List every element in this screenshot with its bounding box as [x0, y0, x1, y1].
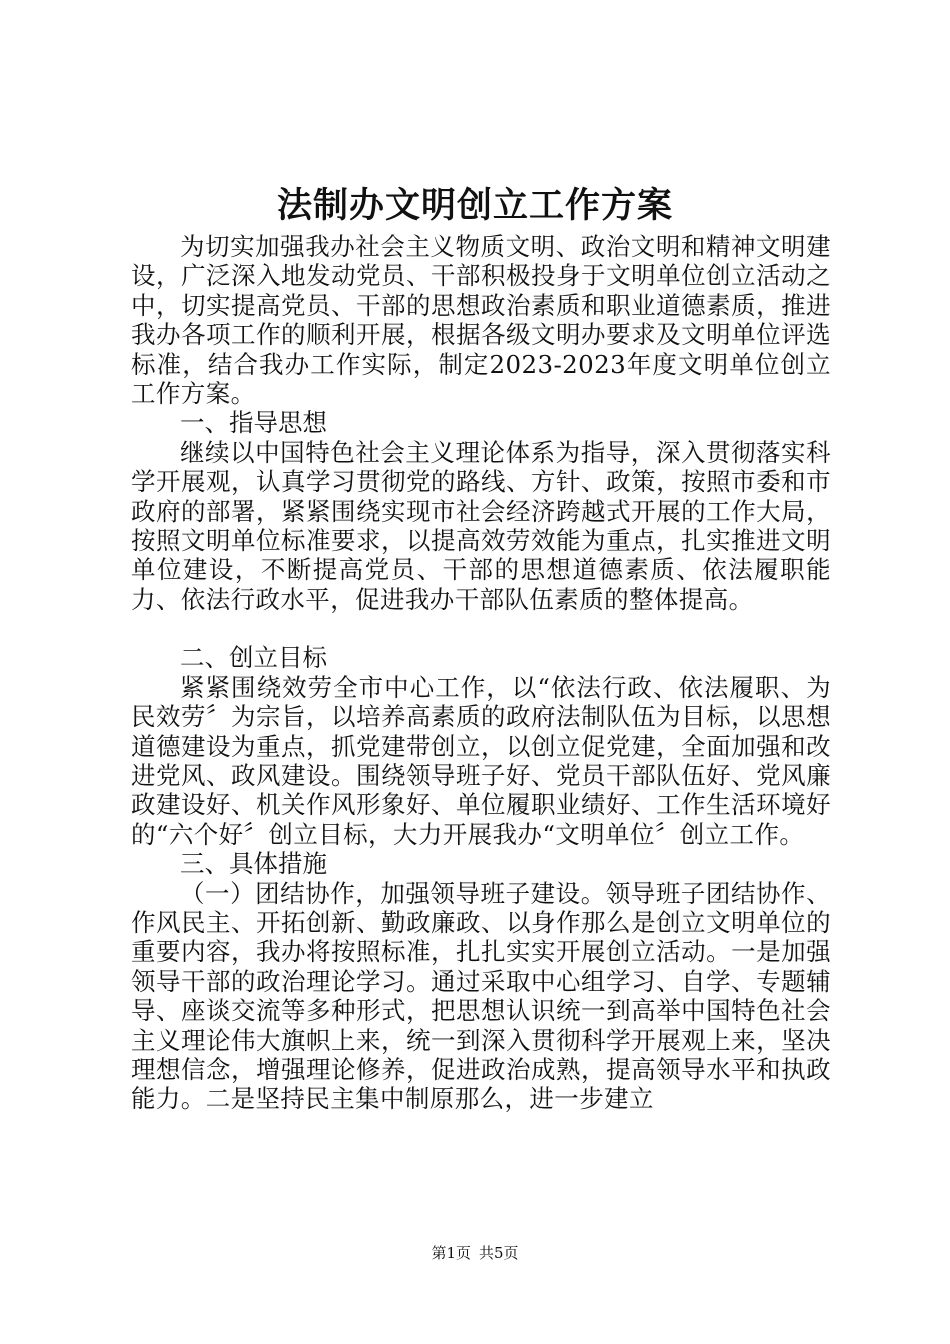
document-title: 法制办文明创立工作方案	[276, 185, 673, 226]
section-body-measures: （一）团结协作，加强领导班子建设。领导班子团结协作、作风民主、开拓创新、勤政廉政、以身作那么是创立文明单位的重要内容，我办将按照标准，扎扎实实开展创立活动。一是加强领导干部的政治理论学习。通过采取中心组学习、自学、专题辅导、座谈交流等多种形式，把思想认识统一到高举中国特色社会主义理论伟大旗帜上来，统一到深入贯彻科学开展观上来，坚决理想信念，增强理论修养，促进政治成熟，提高领导水平和执政能力。二是坚持民主集中制原那么，进一步建立	[131, 878, 831, 1114]
paragraph-gap	[131, 614, 831, 643]
page-number: 第1页	[431, 1244, 471, 1262]
page-total: 共5页	[479, 1244, 519, 1262]
section-heading-guiding-ideology: 一、指导思想	[180, 408, 327, 438]
page-footer	[0, 1243, 950, 1263]
section-heading-measures: 三、具体措施	[180, 849, 327, 879]
section-heading-goals: 二、创立目标	[180, 643, 327, 673]
section-body-guiding-ideology: 继续以中国特色社会主义理论体系为指导，深入贯彻落实科学开展观，认真学习贯彻党的路线、方针、政策，按照市委和市政府的部署，紧紧围绕实现市社会经济跨越式开展的工作大局，按照文明单位标准要求，以提高效劳效能为重点，扎实推进文明单位建设，不断提高党员、干部的思想道德素质、依法履职能力、依法行政水平，促进我办干部队伍素质的整体提高。	[131, 437, 831, 614]
section-body-goals: 紧紧围绕效劳全市中心工作，以“依法行政、依法履职、为民效劳〞为宗旨，以培养高素质的政府法制队伍为目标，以思想道德建设为重点，抓党建带创立，以创立促党建，全面加强和改进党风、政风建设。围绕领导班子好、党员干部队伍好、党风廉政建设好、机关作风形象好、单位履职业绩好、工作生活环境好的“六个好〞创立目标，大力开展我办“文明单位〞创立工作。	[131, 672, 831, 849]
document-body	[131, 232, 831, 1114]
intro-paragraph: 为切实加强我办社会主义物质文明、政治文明和精神文明建设，广泛深入地发动党员、干部积极投身于文明单位创立活动之中，切实提高党员、干部的思想政治素质和职业道德素质，推进我办各项工作的顺利开展，根据各级文明办要求及文明单位评选标准，结合我办工作实际，制定2023-2023年度文明单位创立工作方案。	[131, 232, 831, 409]
